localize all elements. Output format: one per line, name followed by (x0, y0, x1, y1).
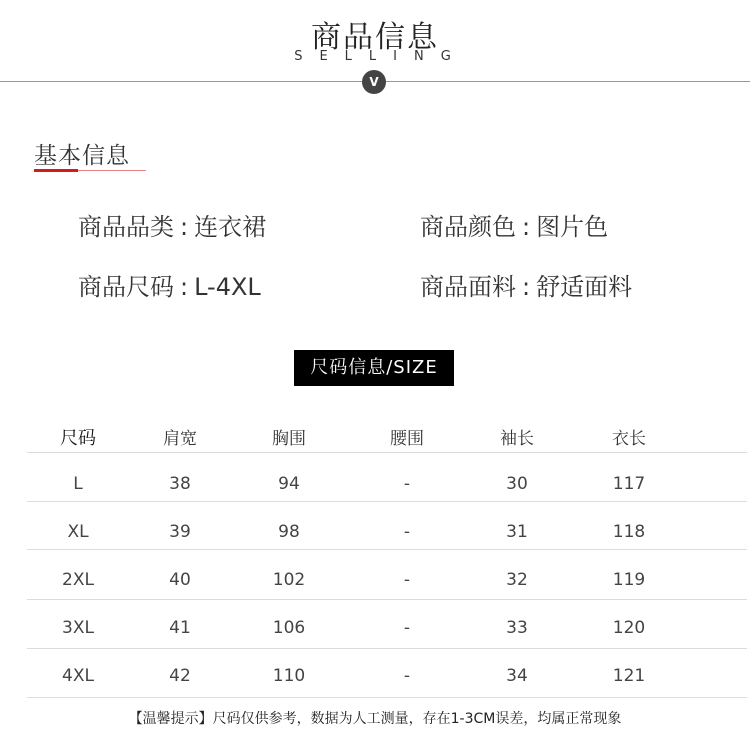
size-disclaimer-note: 【温馨提示】尺码仅供参考，数据为人工测量，存在1-3CM误差，均属正常现象 (128, 711, 622, 727)
basic-info-heading: 基本信息 (34, 143, 130, 169)
cell-size: 4XL (62, 666, 94, 686)
info-label: 商品面料 (420, 273, 516, 301)
info-item-fabric (420, 267, 632, 302)
info-value: 图片色 (536, 213, 609, 241)
table-header-size: 尺码 (60, 428, 96, 449)
cell-sleeve: 32 (506, 570, 528, 590)
info-item-category (78, 207, 266, 242)
cell-bust: 98 (278, 522, 300, 542)
cell-shoulder: 39 (169, 522, 191, 542)
info-separator: : (522, 273, 531, 301)
cell-size: 3XL (62, 618, 94, 638)
cell-shoulder: 42 (169, 666, 191, 686)
table-header-length: 衣长 (612, 429, 646, 449)
table-divider (27, 549, 747, 550)
cell-bust: 94 (278, 474, 300, 494)
cell-shoulder: 38 (169, 474, 191, 494)
table-header-shoulder: 肩宽 (163, 429, 197, 449)
heading-accent-line (34, 169, 78, 172)
info-item-size (78, 267, 261, 302)
cell-size: L (73, 474, 83, 494)
cell-sleeve: 31 (506, 522, 528, 542)
cell-shoulder: 41 (169, 618, 191, 638)
table-divider (27, 452, 747, 453)
cell-sleeve: 33 (506, 618, 528, 638)
info-separator: : (180, 273, 189, 301)
cell-waist: - (403, 570, 411, 590)
page-title: 商品信息 (311, 20, 439, 55)
info-separator: : (180, 213, 189, 241)
info-value: 连衣裙 (194, 213, 267, 241)
cell-waist: - (403, 618, 411, 638)
heading-underline (78, 170, 146, 171)
cell-size: 2XL (62, 570, 94, 590)
info-separator: : (522, 213, 531, 241)
table-divider (27, 697, 747, 698)
cell-sleeve: 30 (506, 474, 528, 494)
table-divider (27, 599, 747, 600)
table-divider (27, 501, 747, 502)
table-divider (27, 648, 747, 649)
info-value: L-4XL (194, 273, 261, 301)
cell-waist: - (403, 666, 411, 686)
cell-bust: 106 (272, 618, 306, 638)
info-value: 舒适面料 (536, 273, 633, 301)
table-header-waist: 腰围 (390, 429, 424, 449)
info-label: 商品品类 (78, 213, 174, 241)
cell-waist: - (403, 522, 411, 542)
cell-length: 121 (612, 666, 646, 686)
cell-length: 117 (612, 474, 646, 494)
chevron-badge-icon: V (362, 70, 386, 94)
info-label: 商品颜色 (420, 213, 516, 241)
cell-bust: 102 (272, 570, 306, 590)
cell-size: XL (67, 522, 89, 542)
size-info-banner: 尺码信息/SIZE (294, 350, 454, 386)
cell-shoulder: 40 (169, 570, 191, 590)
cell-length: 118 (612, 522, 646, 542)
table-header-sleeve: 袖长 (500, 429, 534, 449)
page-subtitle: SELLING (294, 49, 468, 64)
cell-waist: - (403, 474, 411, 494)
table-header-bust: 胸围 (272, 429, 306, 449)
cell-sleeve: 34 (506, 666, 528, 686)
cell-length: 120 (612, 618, 646, 638)
cell-bust: 110 (272, 666, 306, 686)
cell-length: 119 (612, 570, 646, 590)
info-item-color (420, 207, 608, 242)
info-label: 商品尺码 (78, 273, 174, 301)
